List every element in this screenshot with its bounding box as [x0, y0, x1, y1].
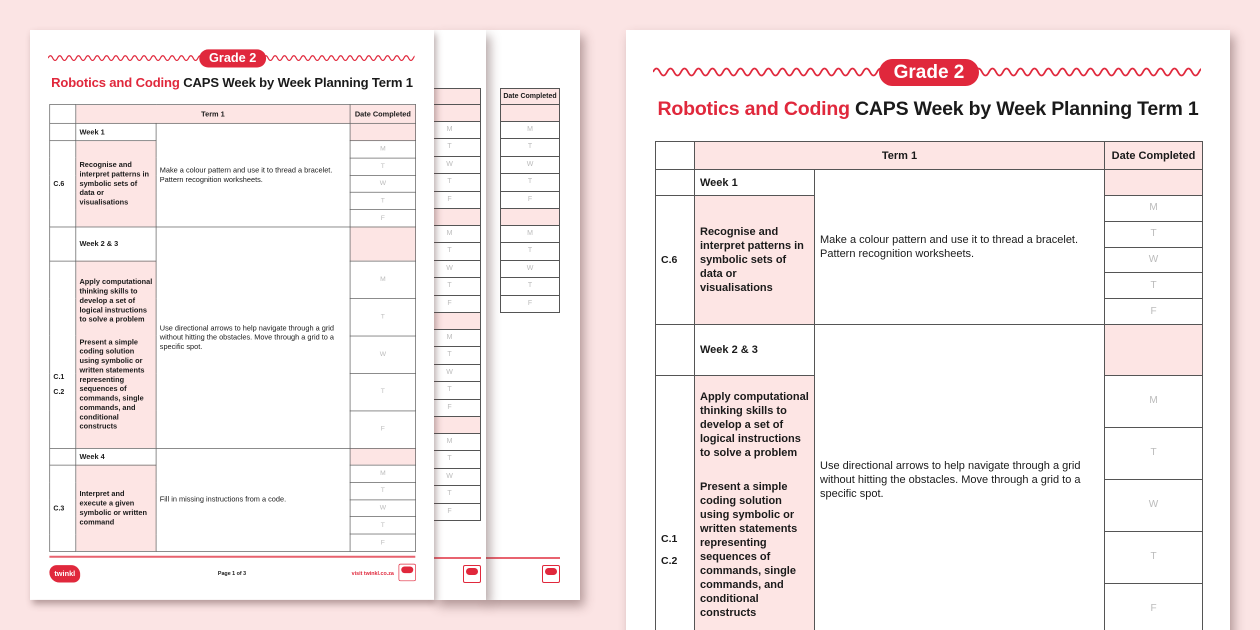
objective-text: Apply computational thinking skills to develop a set of logical instructions to solve a problem [79, 278, 153, 324]
title-highlight: Robotics and Coding [51, 75, 180, 91]
day-cell[interactable]: M [500, 122, 560, 139]
blank-cell [656, 324, 695, 375]
code-cell [656, 196, 695, 325]
day-cell[interactable]: T [434, 278, 481, 295]
header-blank [656, 142, 695, 170]
day-cell[interactable]: M [434, 434, 481, 451]
week-label: Week 1 [76, 123, 156, 140]
day-cell[interactable]: W [500, 157, 560, 174]
week-date-cell[interactable] [350, 123, 416, 140]
code-cell [50, 465, 76, 551]
day-cell[interactable]: T [500, 243, 560, 260]
grade-badge: Grade 2 [199, 49, 266, 67]
visit-link[interactable]: visit twinkl.co.za [351, 570, 394, 577]
week-date-cell[interactable] [350, 448, 416, 465]
day-cell[interactable]: T [350, 517, 416, 534]
week-date-cell[interactable] [434, 105, 481, 122]
week-date-cell[interactable] [434, 209, 481, 226]
header-row [656, 142, 1203, 170]
day-cell[interactable]: F [434, 504, 481, 521]
code-cell [50, 261, 76, 448]
day-cell[interactable]: F [434, 192, 481, 209]
week-row [50, 448, 416, 465]
day-cell[interactable]: F [500, 296, 560, 313]
day-cell[interactable]: W [434, 365, 481, 382]
header-cell [434, 88, 481, 105]
day-cell[interactable]: M [434, 330, 481, 347]
day-cell[interactable]: T [500, 139, 560, 156]
document-page-1 [30, 30, 434, 600]
objective-text: Recognise and interpret patterns in symbolic sets of data or visualisations [700, 225, 804, 294]
week-label: Week 1 [695, 170, 815, 196]
week-date-cell[interactable] [500, 105, 560, 122]
title-rest: CAPS Week by Week Planning Term 1 [183, 75, 413, 91]
day-cell[interactable]: F [350, 534, 416, 551]
day-cell[interactable]: T [434, 486, 481, 503]
week-label: Week 2 & 3 [76, 227, 156, 261]
activity-cell: Use directional arrows to help navigate through a grid without hitting the obstacles. Move through a grid to a specific spot. [156, 227, 350, 448]
activity-cell: Fill in missing instructions from a code. [156, 448, 350, 551]
week-date-cell[interactable] [500, 209, 560, 226]
curriculum-code: C.1 [53, 373, 65, 382]
grade-badge: Grade 2 [879, 59, 979, 86]
title-highlight: Robotics and Coding [657, 98, 850, 120]
day-cell[interactable]: M [350, 261, 416, 298]
day-cell[interactable]: T [434, 382, 481, 399]
curriculum-code: C.1 [661, 533, 678, 546]
day-cell[interactable]: W [434, 157, 481, 174]
day-cell[interactable]: T [434, 139, 481, 156]
objective-cell [76, 465, 156, 551]
quality-badge-icon [542, 565, 560, 583]
day-cell[interactable]: T [434, 174, 481, 191]
day-cell[interactable]: F [1105, 299, 1203, 325]
activity-cell: Make a colour pattern and use it to thread a bracelet. Pattern recognition worksheets. [156, 123, 350, 227]
week-row [50, 123, 416, 140]
day-cell[interactable]: M [350, 141, 416, 158]
day-cell[interactable]: T [434, 347, 481, 364]
day-cell[interactable]: T [1105, 427, 1203, 479]
objective-cell [695, 375, 815, 630]
day-cell[interactable]: T [350, 299, 416, 336]
header-date-completed: Date Completed [350, 105, 416, 124]
week-row [656, 170, 1203, 196]
week-label: Week 4 [76, 448, 156, 465]
day-cell[interactable]: F [350, 411, 416, 448]
blank-cell [656, 170, 695, 196]
day-cell[interactable]: M [500, 226, 560, 243]
curriculum-code: C.2 [53, 388, 65, 397]
curriculum-code: C.6 [53, 179, 65, 188]
activity-cell: Use directional arrows to help navigate through a grid without hitting the obstacles. Move through a grid to a specific spot. [815, 324, 1105, 630]
day-cell[interactable]: F [500, 192, 560, 209]
header-term: Term 1 [695, 142, 1105, 170]
day-cell[interactable]: M [1105, 196, 1203, 222]
quality-badge-icon [399, 564, 416, 581]
day-cell[interactable]: W [350, 500, 416, 517]
week-date-cell[interactable] [350, 227, 416, 261]
footer-line [49, 556, 415, 558]
activity-cell: Make a colour pattern and use it to thread a bracelet. Pattern recognition worksheets. [815, 170, 1105, 325]
header-date-completed: Date Completed [1105, 142, 1203, 170]
day-cell[interactable]: M [434, 122, 481, 139]
planning-table [49, 104, 416, 551]
week-date-cell[interactable] [434, 417, 481, 434]
day-cell[interactable]: T [1105, 221, 1203, 247]
page-number: Page 1 of 3 [217, 570, 247, 577]
footer-line [434, 557, 481, 559]
day-cell[interactable]: W [500, 261, 560, 278]
document-title [626, 98, 1230, 121]
day-cell[interactable]: M [350, 465, 416, 482]
day-cell[interactable]: T [1105, 531, 1203, 583]
day-cell[interactable]: T [350, 482, 416, 499]
day-cell[interactable]: W [434, 469, 481, 486]
day-cell[interactable]: M [434, 226, 481, 243]
objective-text: Apply computational thinking skills to develop a set of logical instructions to solve a problem [700, 391, 809, 460]
day-cell[interactable]: W [350, 336, 416, 373]
document-page-enlarged [626, 30, 1230, 630]
week-row [656, 324, 1203, 375]
day-cell[interactable]: W [350, 175, 416, 192]
day-cell[interactable]: T [434, 243, 481, 260]
week-date-cell[interactable] [1105, 324, 1203, 375]
curriculum-code: C.2 [661, 555, 678, 568]
curriculum-code: C.3 [53, 504, 65, 513]
day-cell[interactable]: F [1105, 583, 1203, 630]
day-cell[interactable]: T [434, 451, 481, 468]
day-cell[interactable]: W [1105, 479, 1203, 531]
week-date-cell[interactable] [434, 313, 481, 330]
objective-cell [695, 196, 815, 325]
day-cell[interactable]: W [1105, 247, 1203, 273]
header-blank [50, 105, 76, 124]
day-cell[interactable]: F [434, 296, 481, 313]
week-date-cell[interactable] [1105, 170, 1203, 196]
day-cell[interactable]: T [350, 192, 416, 209]
twinkl-logo: twinkl [49, 565, 80, 582]
objective-text: Present a simple coding solution using symbolic or written statements representing sequences of commands, single commands, and conditional constructs [79, 338, 145, 431]
day-cell[interactable]: T [350, 158, 416, 175]
header-date-completed: Date Completed [500, 88, 560, 105]
day-cell[interactable]: W [434, 261, 481, 278]
code-cell [50, 141, 76, 227]
week-label: Week 2 & 3 [695, 324, 815, 375]
header-row [50, 105, 416, 124]
objective-text: Interpret and execute a given symbolic or written command [79, 490, 147, 527]
day-cell[interactable]: T [350, 373, 416, 410]
header-term: Term 1 [76, 105, 350, 124]
blank-cell [50, 227, 76, 261]
objective-text: Recognise and interpret patterns in symbolic sets of data or visualisations [79, 161, 150, 207]
objective-text: Present a simple coding solution using symbolic or written statements representing sequences of commands, single commands, and conditional constructs [700, 481, 798, 620]
day-cell[interactable]: F [350, 210, 416, 227]
document-page-3-edge [484, 30, 580, 600]
day-cell[interactable]: T [500, 174, 560, 191]
objective-cell [76, 141, 156, 227]
title-rest: CAPS Week by Week Planning Term 1 [855, 98, 1199, 120]
footer-line [484, 557, 560, 559]
planning-table [655, 141, 1203, 630]
day-cell[interactable]: M [1105, 375, 1203, 427]
document-page-2-edge [434, 30, 486, 600]
day-cell[interactable]: F [434, 400, 481, 417]
day-cell[interactable]: T [500, 278, 560, 295]
week-row [50, 227, 416, 261]
objective-cell [76, 261, 156, 448]
code-cell [656, 375, 695, 630]
blank-cell [50, 123, 76, 140]
curriculum-code: C.6 [661, 253, 678, 266]
document-title [30, 75, 434, 90]
blank-cell [50, 448, 76, 465]
day-cell[interactable]: T [1105, 273, 1203, 299]
quality-badge-icon [463, 565, 481, 583]
